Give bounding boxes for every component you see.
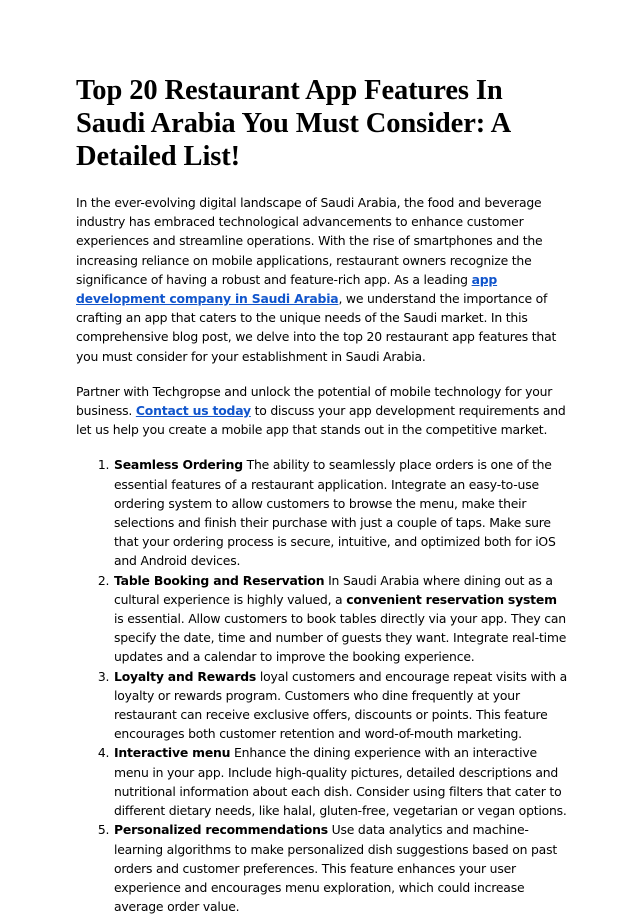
cta-paragraph: [76, 382, 568, 440]
page-title: Top 20 Restaurant App Features In Saudi Arabia You Must Consider: A Detailed List!: [76, 75, 510, 172]
feature-heading: Seamless Ordering: [114, 457, 243, 473]
feature-heading: Personalized recommendations: [114, 822, 328, 838]
feature-inline-bold: convenient reservation system: [346, 591, 557, 607]
feature-text: Use data analytics and machine-learning algorithms to make personalized dish suggestions based on past orders and customer preferences. This feature enhances your user experience and encourages menu exploration, which could increase average order value.: [114, 822, 557, 915]
app-development-link[interactable]: app development company in Saudi Arabia: [76, 271, 498, 307]
list-item: [113, 571, 568, 667]
intro-text-before: In the ever-evolving digital landscape of Saudi Arabia, the food and beverage industry has embraced technological advancements to enhance customer experiences and streamline operations. With the rise of smartphones and the increasing reliance on mobile applications, restaurant owners recognize the significance of having a robust and feature-rich app. As a leading: [76, 195, 543, 287]
list-item: [113, 820, 568, 916]
feature-heading: Loyalty and Rewards: [114, 668, 257, 684]
list-item: [113, 743, 568, 820]
intro-text-after: , we understand the importance of crafting an app that caters to the unique needs of the Saudi market. In this comprehensive blog post, we delve into the top 20 restaurant app features that you must consider for your establishment in Saudi Arabia.: [76, 291, 557, 364]
cta-text-after: to discuss your app development requirements and let us help you create a mobile app that stands out in the competitive market.: [76, 403, 566, 438]
features-list: [76, 455, 568, 916]
list-item: [113, 667, 568, 744]
document-page: [76, 74, 568, 916]
feature-text: Enhance the dining experience with an interactive menu in your app. Include high-quality pictures, detailed descriptions and nutritional information about each dish. Consider using filters that cater to different dietary needs, like halal, gluten-free, vegetarian or vegan options.: [114, 745, 567, 819]
feature-text: loyal customers and encourage repeat visits with a loyalty or rewards program. Customers who dine frequently at your restaurant can receive exclusive offers, discounts or points. This feature encourages both customer retention and word-of-mouth marketing.: [114, 668, 568, 742]
feature-text: In Saudi Arabia where dining out as a cultural experience is highly valued, a: [114, 572, 553, 607]
contact-us-link[interactable]: Contact us today: [135, 403, 251, 419]
intro-paragraph: [76, 193, 568, 366]
feature-heading: Interactive menu: [114, 745, 231, 761]
feature-text: is essential. Allow customers to book tables directly via your app. They can specify the date, time and number of guests they want. Integrate real-time updates and a calendar to improve the booking experience.: [114, 611, 567, 665]
feature-heading: Table Booking and Reservation: [114, 572, 325, 588]
feature-text: The ability to seamlessly place orders is one of the essential features of a restaurant application. Integrate an easy-to-use ordering system to allow customers to browse the menu, make their selections and finish their purchase with just a couple of taps. Make sure that your ordering process is secure, intuitive, and optimized both for iOS and Android devices.: [114, 457, 556, 569]
cta-text-before: Partner with Techgropse and unlock the potential of mobile technology for your business.: [76, 383, 553, 419]
list-item: [113, 455, 568, 570]
